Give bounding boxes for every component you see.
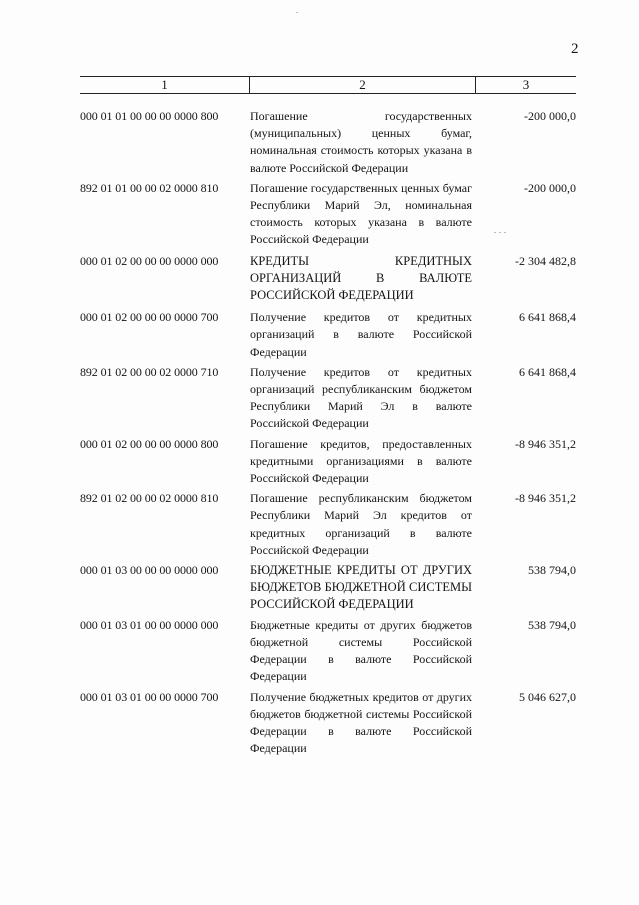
row-amount: -8 946 351,2 [515,491,576,506]
table-row [80,617,576,686]
table-row [80,309,576,361]
row-amount: 538 794,0 [528,563,576,578]
row-amount: 5 046 627,0 [519,689,576,704]
row-code: 000 01 03 01 00 00 0000 000 [80,617,219,632]
row-description: Получение кредитов от кредитных организаций республиканским бюджетом Республики Марий Эл в валюте Российской Федерации [250,364,472,431]
row-amount: 6 641 868,4 [519,310,576,325]
row-description: Бюджетные кредиты от других бюджетов бюджетной системы Российской Федерации в валюте Российской Федерации [250,617,472,684]
scan-speck [296,12,298,13]
page-number: 2 [571,41,579,57]
row-description: Погашение государственных ценных бумаг Республики Марий Эл, номинальная стоимость которых указана в валюте Российской Федерации [250,180,472,247]
row-description: БЮДЖЕТНЫЕ КРЕДИТЫ ОТ ДРУГИХ БЮДЖЕТОВ БЮДЖЕТНОЙ СИСТЕМЫ РОССИЙСКОЙ ФЕДЕРАЦИИ [250,563,472,612]
table-row [80,180,576,249]
table-row [80,364,576,433]
table-row [80,436,576,488]
row-description: Погашение республиканским бюджетом Республики Марий Эл кредитов от кредитных организаций в валюте Российской Федерации [250,491,472,557]
row-amount: -8 946 351,2 [515,436,576,451]
header-col-1: 1 [80,77,250,93]
row-code: 892 01 01 00 00 02 0000 810 [80,180,219,195]
table-row [80,108,576,177]
table-header [80,76,576,94]
table-row [80,689,576,758]
row-description: Получение кредитов от кредитных организаций в валюте Российской Федерации [250,310,472,359]
row-description: Погашение кредитов, предоставленных кредитными организациями в валюте Российской Федерации [250,436,472,486]
row-code: 000 01 01 00 00 00 0000 800 [80,109,219,123]
row-description: Погашение государственных (муниципальных) ценных бумаг, номинальная стоимость которых указана в валюте Российской Федерации [250,109,472,175]
table-row [80,490,576,559]
row-code: 000 01 02 00 00 00 0000 000 [80,253,219,268]
header-col-3: 3 [522,77,530,92]
row-code: 000 01 03 01 00 00 0000 700 [80,689,219,704]
table-row [80,253,576,305]
table-row [80,562,576,614]
row-code: 000 01 02 00 00 00 0000 700 [80,310,219,325]
row-code: 892 01 02 00 00 02 0000 710 [80,364,219,379]
row-description: Получение бюджетных кредитов от других бюджетов бюджетной системы Российской Федерации в валюте Российской Федерации [250,689,472,756]
row-amount: 6 641 868,4 [519,364,576,379]
row-description: КРЕДИТЫ КРЕДИТНЫХ ОРГАНИЗАЦИЙ В ВАЛЮТЕ РОССИЙСКОЙ ФЕДЕРАЦИИ [250,253,472,303]
table-body [80,108,576,762]
row-amount: -200 000,0 [524,109,576,123]
row-code: 000 01 03 00 00 00 0000 000 [80,563,219,578]
row-code: 000 01 02 00 00 00 0000 800 [80,436,219,451]
row-amount: -2 304 482,8 [515,253,576,268]
row-amount: -200 000,0 [524,180,576,195]
header-col-2: 2 [250,77,476,93]
row-code: 892 01 02 00 00 02 0000 810 [80,491,219,506]
row-amount: 538 794,0 [528,617,576,632]
